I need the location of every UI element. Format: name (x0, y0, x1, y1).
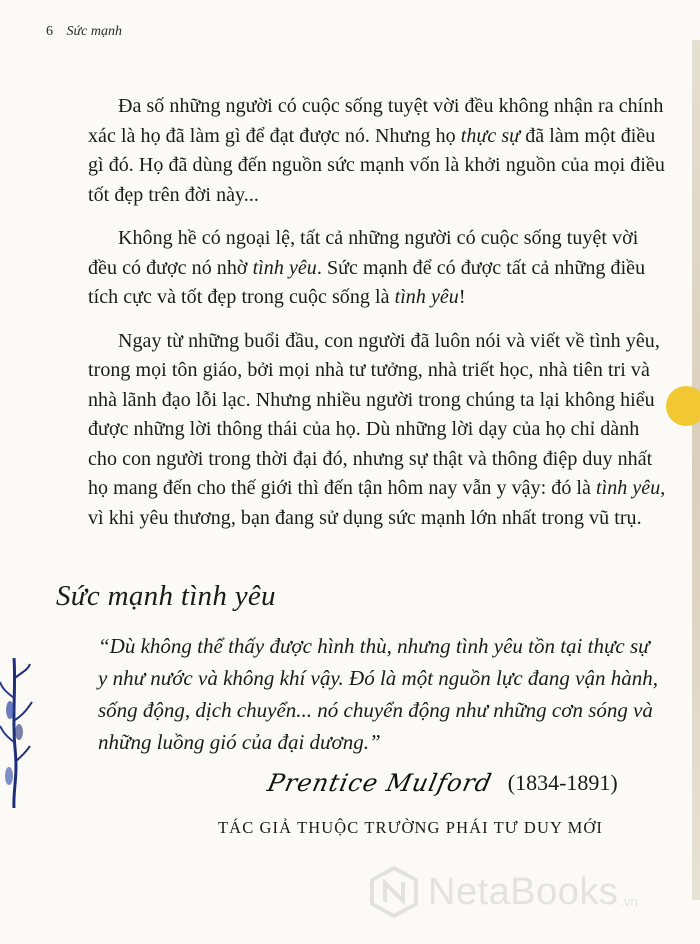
paragraph-2-emphasis-2: tình yêu (394, 286, 459, 308)
netabooks-logo-icon (368, 866, 420, 918)
paragraph-2-emphasis: tình yêu (252, 256, 317, 279)
body-text (88, 92, 670, 547)
paragraph-2-text-end: ! (458, 286, 466, 308)
paragraph-1-text: Đa số những người có cuộc sống tuyệt vời đều không nhận ra chính xác là họ đã làm gì để đạt được nó. Nhưng họ (88, 95, 664, 147)
watermark (368, 866, 638, 918)
paragraph-3-text: Ngay từ những buổi đầu, con người đã luôn nói và viết về tình yêu, trong mọi tôn giáo, bởi mọi nhà tư tưởng, nhà triết học, nhà tiên tri và nhà lãnh đạo lỗi lạc. Nhưng nhiều người trong chúng ta lại không hiểu được những lời thông thái của họ. Dù những lời dạy của họ chỉ dành cho con người trong thời đại đó, nhưng sự thật và thông điệp duy nhất họ mang đến cho thế giới thì đến tận hôm nay vẫn y vậy: đó là (88, 329, 660, 499)
author-description: TÁC GIẢ THUỘC TRƯỜNG PHÁI TƯ DUY MỚI (218, 818, 603, 837)
paragraph-1 (88, 92, 670, 210)
paragraph-3 (88, 327, 670, 534)
running-title: Sức mạnh (66, 24, 122, 39)
watermark-suffix: .vn (620, 893, 638, 909)
yellow-bookmark-dot (666, 386, 700, 426)
paragraph-3-text-end: , vì khi yêu thương, bạn đang sử dụng sức mạnh lớn nhất trong vũ trụ. (88, 477, 666, 529)
quote: “Dù không thể thấy được hình thù, nhưng tình yêu tồn tại thực sự y như nước và không khí vậy. Đó là một nguồn lực đang vận hành, sống động, dịch chuyển... nó chuyển động như những cơn sóng và những luồng gió của đại dương.” (98, 634, 658, 754)
page-header (46, 24, 122, 40)
paragraph-2-text: Không hề có ngoại lệ, tất cả những người có cuộc sống tuyệt vời đều có được nó nhờ (88, 227, 639, 279)
section-title: Sức mạnh tình yêu (56, 580, 276, 612)
watermark-brand: NetaBooks (428, 870, 619, 913)
paragraph-2 (88, 224, 670, 313)
ink-branch-illustration (0, 658, 34, 808)
attribution (265, 769, 618, 797)
paragraph-3-emphasis: tình yêu (596, 477, 661, 499)
handwritten-signature: Prentice Mulford (265, 769, 495, 797)
page-number: 6 (46, 24, 53, 39)
page-edge-tab (692, 40, 700, 900)
paragraph-1-text-end: đã làm một điều gì đó. Họ đã dùng đến nguồn sức mạnh vốn là khởi nguồn của mọi điều tốt đẹp trên đời này... (88, 124, 665, 206)
author-years: (1834-1891) (507, 770, 618, 795)
paragraph-1-emphasis: thực sự (460, 124, 521, 147)
paragraph-2-text-mid: . Sức mạnh để có được tất cả những điều tích cực và tốt đẹp trong cuộc sống là (88, 256, 646, 308)
